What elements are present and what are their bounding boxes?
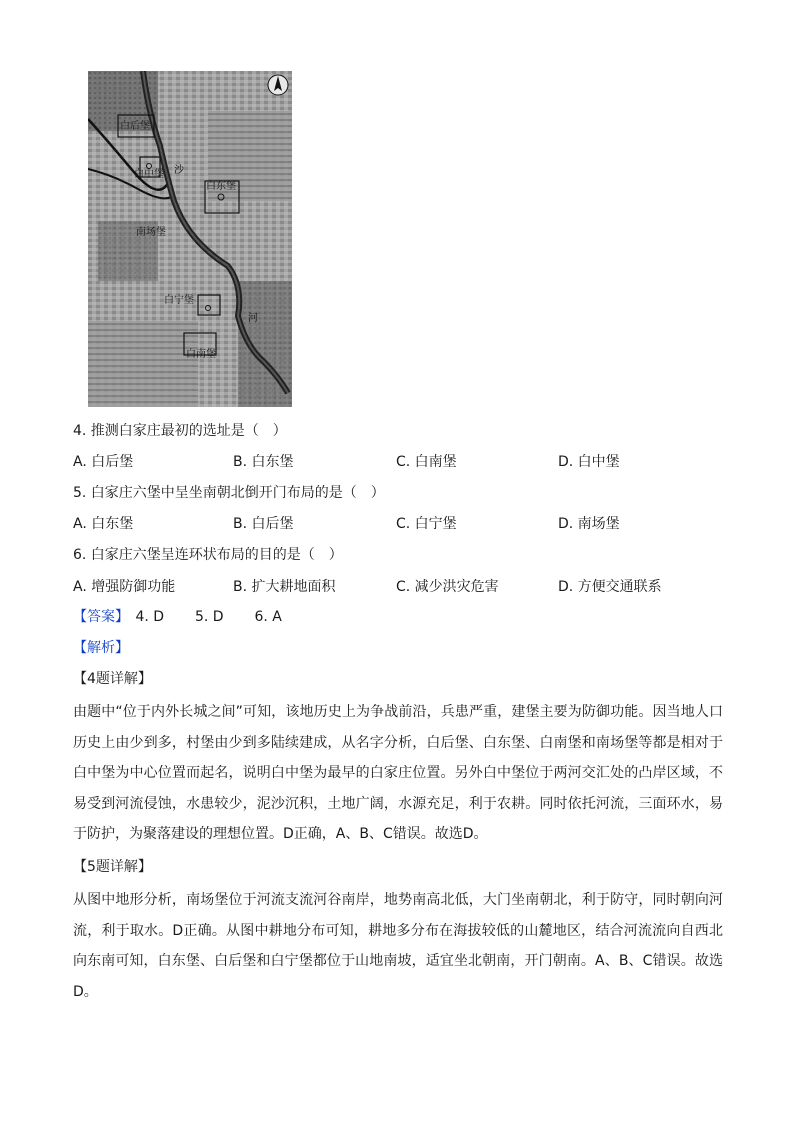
label-baidong: 白东堡: [206, 181, 236, 192]
q6-option-b[interactable]: B. 扩大耕地面积: [233, 579, 336, 595]
label-sha: 沙: [174, 165, 184, 176]
q5-option-d[interactable]: D. 南场堡: [558, 516, 620, 532]
detail-4-heading: 【4题详解】: [73, 671, 152, 687]
q4-option-d[interactable]: D. 白中堡: [558, 454, 620, 470]
q6-option-c[interactable]: C. 减少洪灾危害: [396, 579, 499, 595]
q4-option-b[interactable]: B. 白东堡: [233, 454, 294, 470]
q6-option-d[interactable]: D. 方便交通联系: [558, 579, 662, 595]
detail-5-paragraph: 从图中地形分析，南场堡位于河流支流河谷南岸，地势南高北低，大门坐南朝北，利于防守，同时朝向河流，利于取水。D正确。从图中耕地分布可知，耕地多分布在海拔较低的山麓地区，结合河流流向自西北向东南可知，白东堡、白后堡和白宁堡都位于山地南坡，适宜坐北朝南，开门朝南。A、B、C错误。故选D。: [73, 892, 723, 1000]
q4-option-a[interactable]: A. 白后堡: [73, 454, 134, 470]
q5-option-b[interactable]: B. 白后堡: [233, 516, 294, 532]
answer-line: [73, 607, 282, 627]
question-6-stem: 6. 白家庄六堡呈连环状布局的目的是（ ）: [73, 547, 343, 563]
q4-option-c[interactable]: C. 白南堡: [396, 454, 457, 470]
q5-option-c[interactable]: C. 白宁堡: [396, 516, 457, 532]
map-svg: [88, 71, 292, 407]
aerial-map-figure: [88, 71, 292, 407]
label-baizhong: 白中堡: [134, 169, 164, 180]
analysis-label: 【解析】: [73, 640, 129, 656]
answer-6: 6. A: [254, 609, 282, 625]
label-nanchang: 南场堡: [136, 227, 166, 238]
detail-5-heading: 【5题详解】: [73, 859, 152, 875]
label-bainan: 白南堡: [186, 349, 216, 360]
q5-option-a[interactable]: A. 白东堡: [73, 516, 134, 532]
label-baining: 白宁堡: [164, 295, 194, 306]
label-he: 河: [248, 313, 258, 324]
q6-option-a[interactable]: A. 增强防御功能: [73, 579, 176, 595]
label-baihou: 白后堡: [120, 121, 150, 132]
answer-4: 4. D: [135, 609, 165, 625]
answer-label: 【答案】: [73, 609, 129, 625]
analysis-heading: [73, 638, 129, 658]
question-5-stem: 5. 白家庄六堡中呈坐南朝北倒开门布局的是（ ）: [73, 485, 385, 501]
detail-4-paragraph: 由题中“位于内外长城之间”可知，该地历史上为争战前沿，兵患严重，建堡主要为防御功能。因当地人口历史上由少到多，村堡由少到多陆续建成，从名字分析，白后堡、白东堡、白南堡和南场堡等都是相对于白中堡为中心位置而起名，说明白中堡为最早的白家庄位置。另外白中堡位于两河交汇处的凸岸区域，不易受到河流侵蚀，水患较少，泥沙沉积，土地广阔，水源充足，利于农耕。同时依托河流，三面环水，易于防护，为聚落建设的理想位置。D正确，A、B、C错误。故选D。: [73, 704, 723, 842]
north-arrow-icon: [268, 75, 288, 95]
answer-5: 5. D: [194, 609, 224, 625]
question-4-stem: 4. 推测白家庄最初的选址是（ ）: [73, 423, 287, 439]
